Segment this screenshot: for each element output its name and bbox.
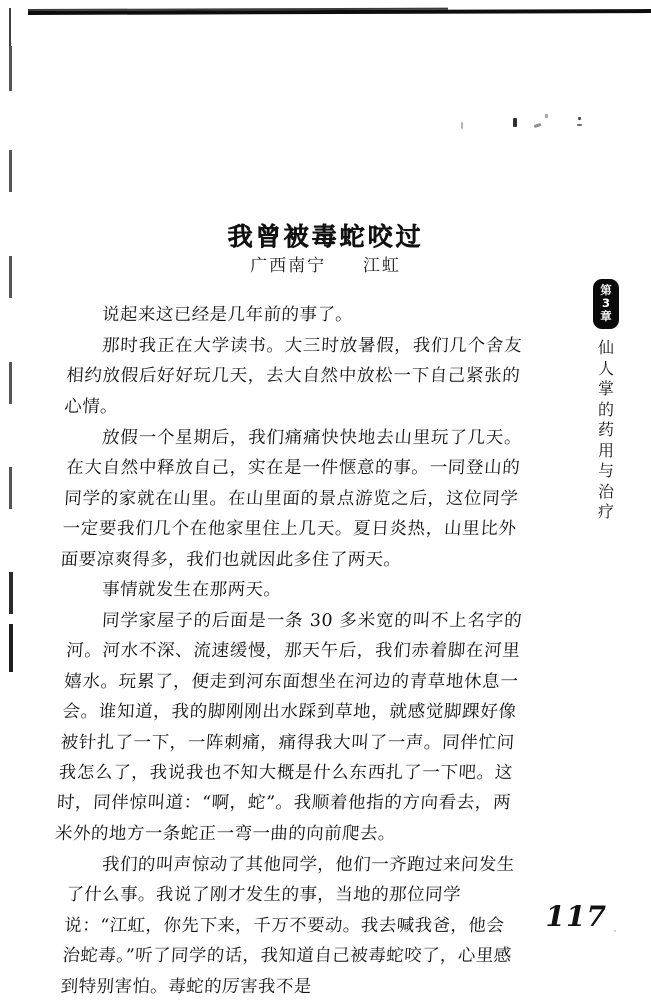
scan-left-edge-artifact: [9, 8, 11, 48]
chapter-title-char: 与: [597, 461, 614, 480]
paragraph: 说起来这已经是几年前的事了。: [101, 305, 354, 325]
paragraph: 同学家屋子的后面是一条 30 多米宽的叫不上名字的河。河水不深、流速缓慢，那天午后，我们赤着脚在河里嬉水。玩累了，便走到河东面想坐在河边的青草地休息一会。谁知道，我的脚刚刚出水踩到草地，就感觉脚踝好像被针扎了一下，一阵刺痛，痛得我大叫了一声。同伴忙问我怎么了，我说我也不知大概是什么东西扎了一下吧。这时，同伴惊叫道：“啊，蛇”。我顺着他指的方向看去，两米外的地方一条蛇正一弯一曲的向前爬去。: [54, 611, 523, 844]
scan-speck: [577, 124, 582, 126]
binding-mark: [9, 467, 12, 509]
scan-speck: [461, 122, 463, 129]
chapter-title-char: 药: [597, 420, 614, 439]
binding-mark: [9, 46, 12, 91]
binding-mark: [9, 150, 12, 192]
chapter-vertical-title: [598, 338, 614, 523]
binding-mark: [9, 624, 13, 672]
binding-mark: [9, 362, 12, 404]
chapter-badge-char: 第: [600, 283, 612, 297]
scan-speck: [578, 117, 581, 120]
chapter-title-char: 治: [597, 481, 614, 501]
chapter-badge-char: 3: [601, 296, 610, 310]
byline-author: 江虹: [362, 256, 401, 276]
scan-speck: [534, 123, 542, 128]
byline-place: 广西南宁: [250, 256, 327, 276]
chapter-title-char: 的: [597, 399, 614, 419]
article-title: 我曾被毒蛇咬过: [227, 221, 424, 251]
paragraph: 事情就发生在那两天。: [101, 580, 283, 601]
paragraph: 我们的叫声惊动了其他同学，他们一齐跑过来问发生了什么事。我说了刚才发生的事，当地的那位同学说：“江虹，你先下来，千万不要动。我去喊我爸，他会治蛇毒。”听了同学的话，我知道自己被毒蛇咬了，心里感到特别害怕。毒蛇的厉害我不是: [60, 854, 516, 997]
chapter-title-char: 仙: [597, 338, 614, 357]
chapter-number-badge: [593, 279, 619, 329]
paragraph: 那时我正在大学读书。大三时放暑假，我们几个舍友相约放假后好好玩几天，去大自然中放松一下自己紧张的心情。: [63, 335, 523, 417]
article-byline: [0, 251, 651, 276]
scan-speck: [614, 930, 616, 932]
scan-top-edge-artifact: [28, 9, 651, 15]
scan-speck: [545, 114, 548, 118]
chapter-title-char: 掌: [597, 379, 614, 398]
article-body: [54, 300, 523, 1001]
chapter-title-char: 用: [597, 440, 614, 460]
chapter-title-char: 人: [597, 358, 614, 378]
paragraph: 放假一个星期后，我们痛痛快快地去山里玩了几天。在大自然中释放自己，实在是一件惬意的事。一同登山的同学的家就在山里。在山里面的景点游览之后，这位同学一定要我们几个在他家里住上几天。夏日炎热，山里比外面要凉爽得多，我们也就因此多住了两天。: [60, 427, 523, 570]
chapter-thumb-tab: [586, 279, 626, 523]
binding-mark: [9, 572, 13, 614]
chapter-title-char: 疗: [597, 502, 614, 521]
chapter-badge-char: 章: [600, 309, 612, 323]
page-number: 117: [545, 900, 607, 933]
scan-speck: [513, 118, 517, 127]
